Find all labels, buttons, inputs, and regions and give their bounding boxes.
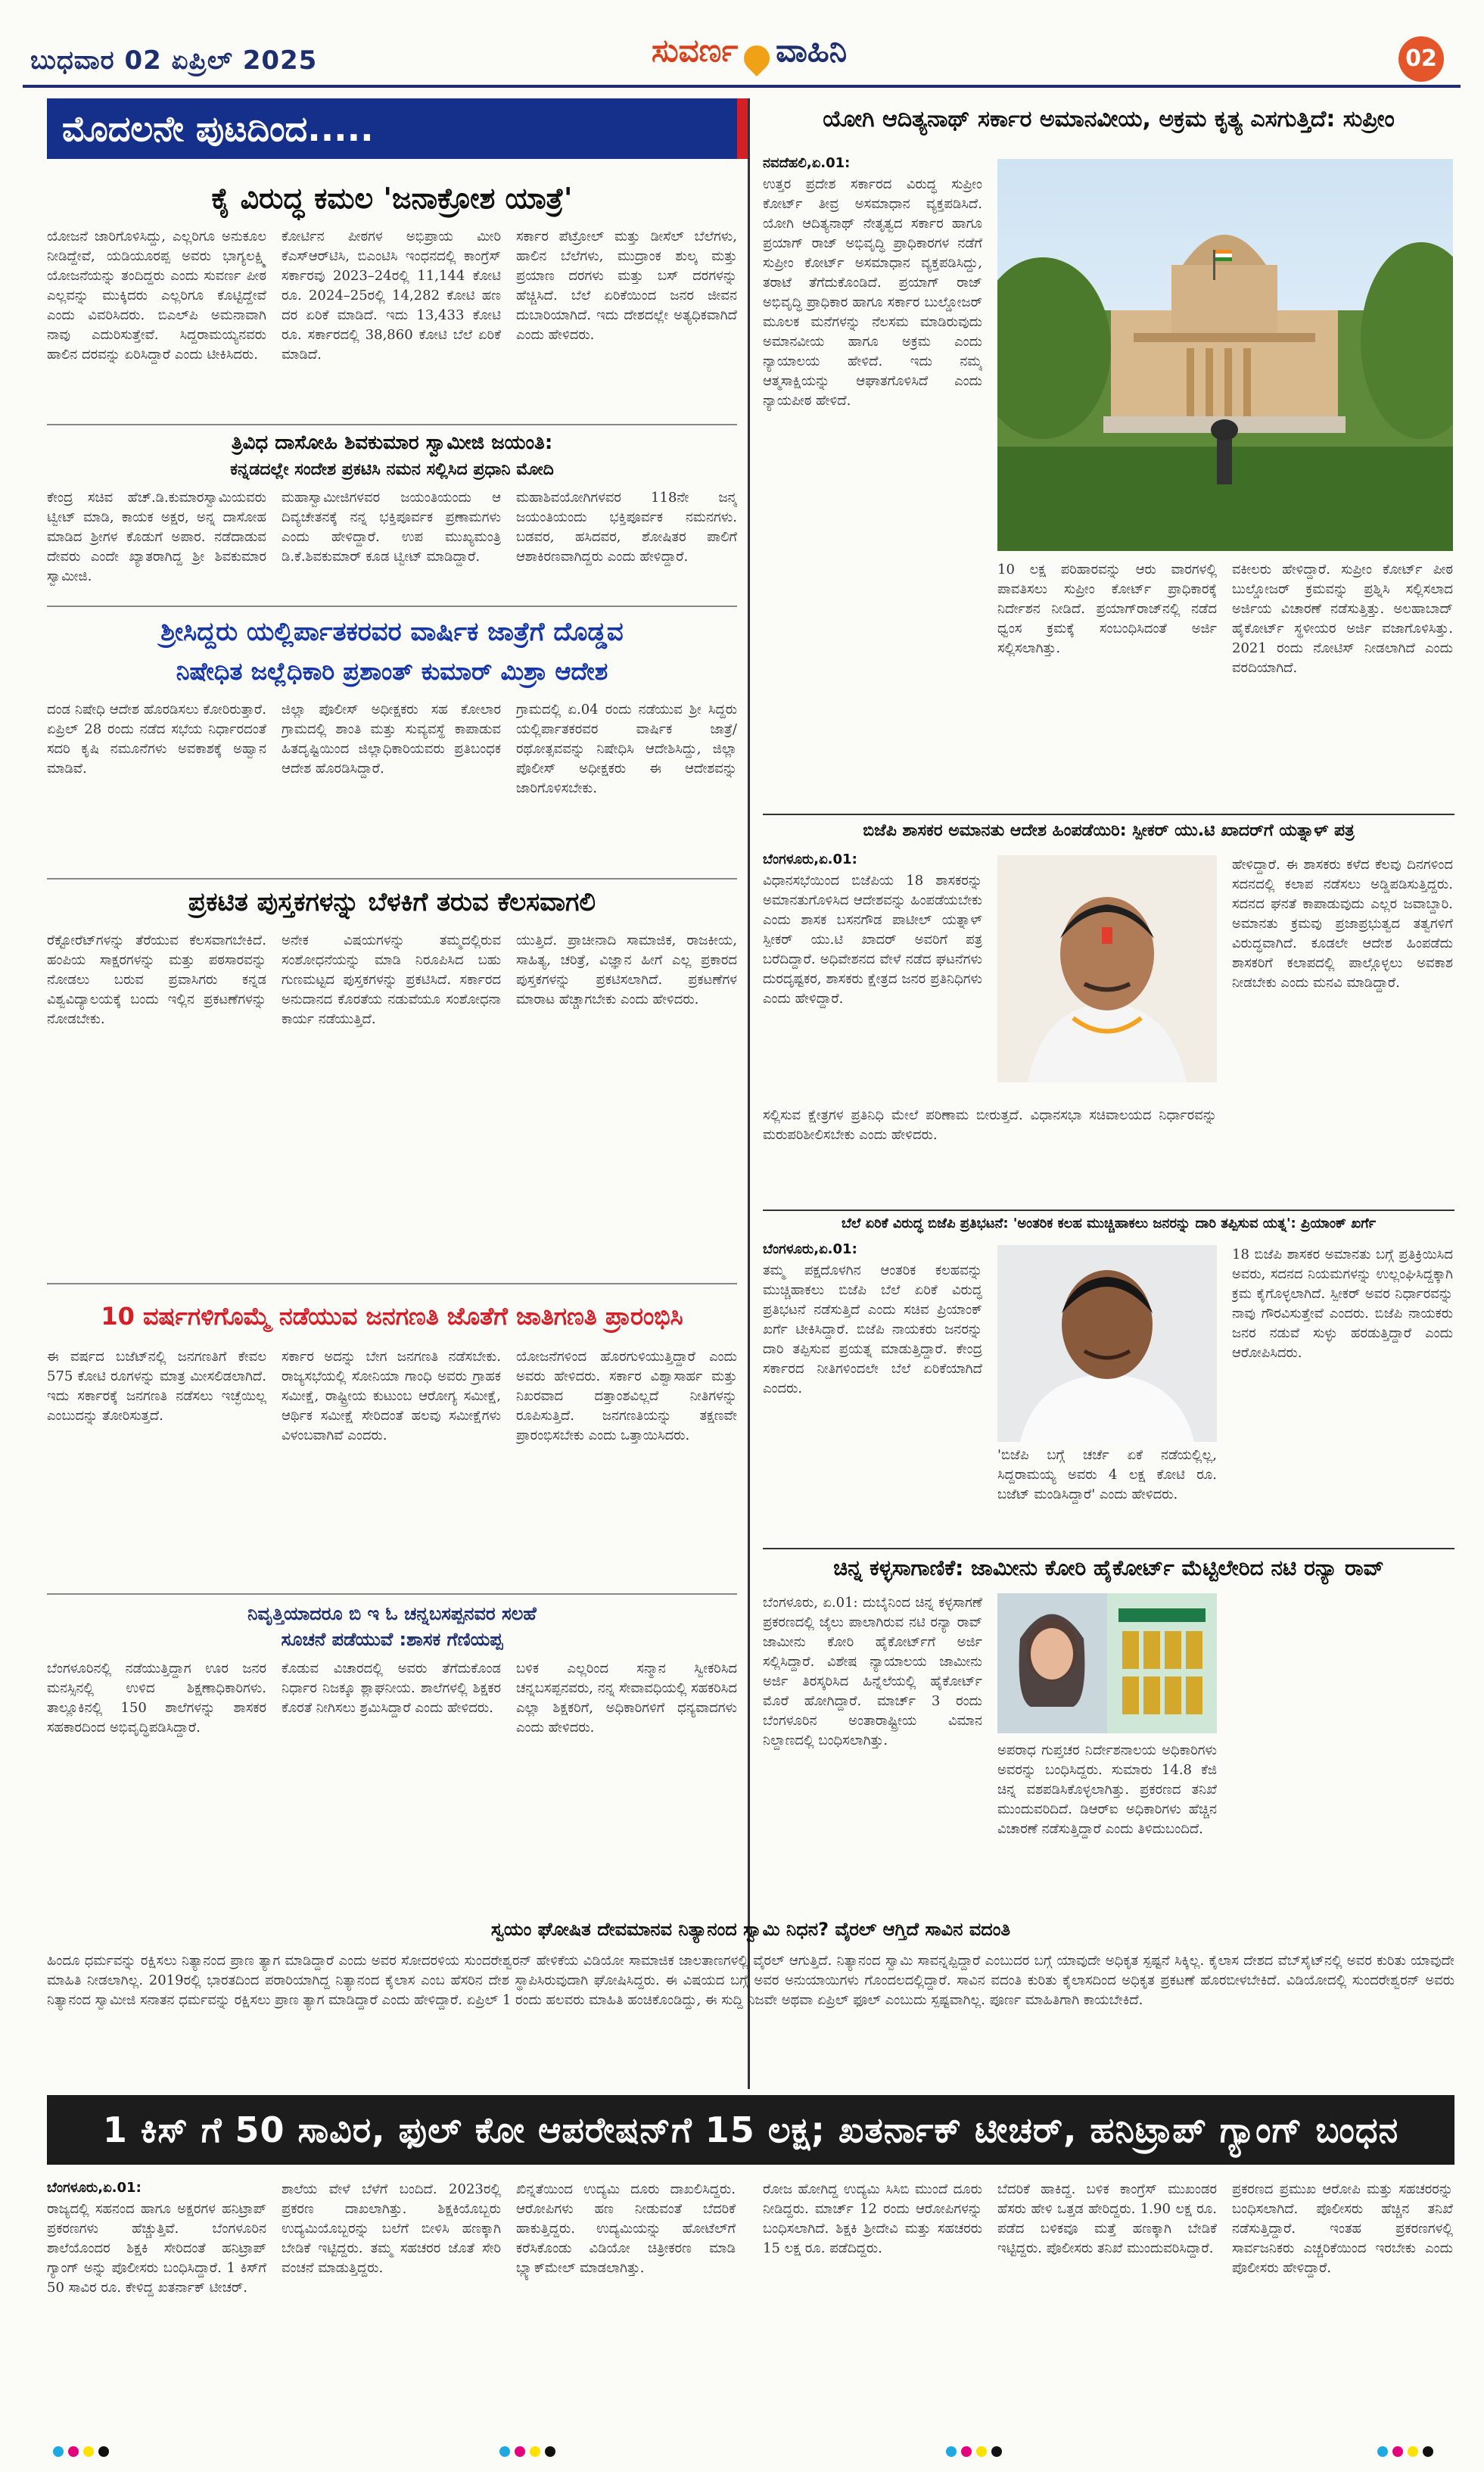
- article-headline-ranya-rao: ಚಿನ್ನ ಕಳ್ಳಸಾಗಾಣಿಕೆ: ಜಾಮೀನು ಕೋರಿ ಹೈಕೋರ್ಟ್ ಮೆಟ್ಟಿಲೇರಿದ ನಟಿ ರನ್ಯಾ ರಾವ್: [833, 1555, 1384, 1580]
- article-divider: [47, 878, 737, 880]
- article-text: ಸರ್ಕಾರ ಅದನ್ನು ಬೇಗ ಜನಗಣತಿ ನಡೆಸಬೇಕು. ರಾಜ್ಯಸಭೆಯಲ್ಲಿ ಸೋನಿಯಾ ಗಾಂಧಿ ಅವರು ಗ್ರಾಹಕ ಸಮೀಕ್ಷೆ, ರಾಷ್ಟ್ರೀಯ ಕುಟುಂಬ ಆರೋಗ್ಯ ಸಮೀಕ್ಷೆ, ಆರ್ಥಿಕ ಸಮೀಕ್ಷೆ ಸೇರಿದಂತೆ ಹಲವು ಸಮೀಕ್ಷೆಗಳು ವಿಳಂಬವಾಗಿವೆ ಎಂದರು.: [282, 1349, 501, 1443]
- yellow-dot-icon: [530, 2446, 540, 2457]
- article-text: ವಿಧಾನಸಭೆಯಿಂದ ಬಿಜೆಪಿಯ 18 ಶಾಸಕರನ್ನು ಅಮಾನತುಗೊಳಿಸಿದ ಆದೇಶವನ್ನು ಹಿಂಪಡೆಯಬೇಕು ಎಂದು ಶಾಸಕ ಬಸನಗೌಡ ಪಾಟೀಲ್ ಯತ್ನಾಳ್ ಸ್ಪೀಕರ್ ಯು.ಟಿ ಖಾದರ್ ಅವರಿಗೆ ಪತ್ರ ಬರೆದಿದ್ದಾರೆ. ಅಧಿವೇಶನದ ವೇಳೆ ನಡೆದ ಘಟನೆಗಳು ದುರದೃಷ್ಟಕರ, ಶಾಸಕರು ಕ್ಷೇತ್ರದ ಜನರ ಪ್ರತಿನಿಧಿಗಳು ಎಂದು ಹೇಳಿದ್ದಾರೆ.: [763, 873, 982, 1007]
- article-headline-beo: ನಿವೃತ್ತಿಯಾದರೂ ಬಿ ಇ ಓ ಚನ್ನಬಸಪ್ಪನವರ ಸಲಹೆ: [247, 1603, 537, 1624]
- issue-date: ಬುಧವಾರ 02 ಏಪ್ರಿಲ್ 2025: [30, 45, 318, 76]
- article-headline-census: 10 ವರ್ಷಗಳಿಗೊಮ್ಮೆ ನಡೆಯುವ ಜನಗಣತಿ ಜೊತೆಗೆ ಜಾತಿಗಣತಿ ಪ್ರಾರಂಭಿಸಿ: [101, 1302, 683, 1331]
- article-text: ಕೇಂದ್ರ ಸಚಿವ ಹೆಚ್.ಡಿ.ಕುಮಾರಸ್ವಾಮಿಯವರು ಟ್ವೀಟ್ ಮಾಡಿ, ಕಾಯಕ ಅಕ್ಷರ, ಅನ್ನ ದಾಸೋಹ ಮಾಡಿದ ಶ್ರೀಗಳ ಕೊಡುಗೆ ಅಪಾರ. ನಡೆದಾಡುವ ದೇವರು ಎಂದೇ ಖ್ಯಾತರಾಗಿದ್ದ ಶ್ರೀ ಶಿವಕುಮಾರ ಸ್ವಾಮೀಜಿ.: [47, 490, 266, 584]
- article-headline-shivakumara: ತ್ರಿವಿಧ ದಾಸೋಹಿ ಶಿವಕುಮಾರ ಸ್ವಾಮೀಜಿ ಜಯಂತಿ:: [231, 431, 553, 454]
- flame-icon: [739, 39, 775, 76]
- cyan-dot-icon: [53, 2446, 64, 2457]
- kharge-photo: [997, 1245, 1217, 1442]
- article-headline-jatre: ಶ್ರೀಸಿದ್ದರು ಯಲ್ಲಿರ್ಪಾತಕರವರ ವಾರ್ಷಿಕ ಜಾತ್ರೆಗೆ ದೊಡ್ಡವ: [160, 617, 624, 647]
- article-text: 18 ಬಿಜೆಪಿ ಶಾಸಕರ ಅಮಾನತು ಬಗ್ಗೆ ಪ್ರತಿಕ್ರಿಯಿಸಿದ ಅವರು, ಸದನದ ನಿಯಮಗಳನ್ನು ಉಲ್ಲಂಘಿಸಿದ್ದಕ್ಕಾಗಿ ಕ್ರಮ ಕೈಗೊಳ್ಳಲಾಗಿದೆ. ಸ್ಪೀಕರ್ ಅವರ ನಿರ್ಧಾರವನ್ನು ನಾವು ಗೌರವಿಸುತ್ತೇವೆ ಎಂದರು. ಬಿಜೆಪಿ ನಾಯಕರು ಜನರ ನಡುವೆ ಸುಳ್ಳು ಹರಡುತ್ತಿದ್ದಾರೆ ಎಂದು ಆರೋಪಿಸಿದರು.: [1232, 1247, 1453, 1361]
- article-text: ಬಳಿಕ ಎಲ್ಲರಿಂದ ಸನ್ಮಾನ ಸ್ವೀಕರಿಸಿದ ಚನ್ನಬಸಪ್ಪನವರು, ನನ್ನ ಸೇವಾವಧಿಯಲ್ಲಿ ಸಹಕರಿಸಿದ ಎಲ್ಲಾ ಶಿಕ್ಷಕರಿಗೆ, ಅಧಿಕಾರಿಗಳಿಗೆ ಧನ್ಯವಾದಗಳು ಎಂದು ಹೇಳಿದರು.: [516, 1661, 737, 1736]
- article-subhead-mla: ಸೂಚನೆ ಪಡೆಯುವೆ :ಶಾಸಕ ಗೆಣಿಯಪ್ಪ: [281, 1629, 503, 1650]
- cyan-dot-icon: [946, 2446, 957, 2457]
- article-headline-priyank-kharge: ಬೆಲೆ ಏರಿಕೆ ವಿರುದ್ಧ ಬಿಜೆಪಿ ಪ್ರತಿಭಟನೆ: 'ಅಂತರಿಕ ಕಲಹ ಮುಚ್ಚಿಹಾಕಲು ಜನರನ್ನು ದಾರಿ ತಪ್ಪಿಸುವ ಯತ್ನ': ಪ್ರಿಯಾಂಕ್ ಖರ್ಗೆ: [841, 1216, 1377, 1231]
- cyan-dot-icon: [499, 2446, 510, 2457]
- article-text: ದಂಡ ನಿಷೇಧಿ ಆದೇಶ ಹೊರಡಿಸಲು ಕೋರಿರುತ್ತಾರೆ. ಏಪ್ರಿಲ್ 28 ರಂದು ನಡೆದ ಸಭೆಯ ನಿರ್ಧಾರದಂತೆ ಸದರಿ ಕೃಷಿ ನಮೂನೆಗಳು ಅವಕಾಶಕ್ಕೆ ಅಹ್ವಾನ ಮಾಡಿವೆ.: [47, 702, 266, 777]
- minister-portrait: [997, 1245, 1217, 1442]
- article-dateline: ಬೆಂಗಳೂರು,ಏ.01:: [763, 1241, 857, 1257]
- article-text: ಹಿಂದೂ ಧರ್ಮವನ್ನು ರಕ್ಷಿಸಲು ನಿತ್ಯಾನಂದ ಪ್ರಾಣ ತ್ಯಾಗ ಮಾಡಿದ್ದಾರೆ ಎಂದು ಅವರ ಸೋದರಳಿಯ ಸುಂದರೇಶ್ವರನ್ ಹೇಳಿಕೆಯ ವಿಡಿಯೋ ಸಾಮಾಜಿಕ ಜಾಲತಾಣಗಳಲ್ಲಿ ವೈರಲ್ ಆಗುತ್ತಿದೆ. ನಿತ್ಯಾನಂದ ಸ್ವಾಮಿ ಸಾವನ್ನಪ್ಪಿದ್ದಾರೆ ಎಂಬುದರ ಬಗ್ಗೆ ಯಾವುದೇ ಅಧಿಕೃತ ಸ್ಪಷ್ಟನೆ ಸಿಕ್ಕಿಲ್ಲ. ಕೈಲಾಸ ದೇಶದ ವೆಬ್‌ಸೈಟ್‌ನಲ್ಲಿ ಅವರ ಕುರಿತು ಯಾವುದೇ ಮಾಹಿತಿ ನೀಡಲಾಗಿಲ್ಲ. 2019ರಲ್ಲಿ ಭಾರತದಿಂದ ಪರಾರಿಯಾಗಿದ್ದ ನಿತ್ಯಾನಂದ ಕೈಲಾಸ ಎಂಬ ಹೆಸರಿನ ದೇಶ ಸ್ಥಾಪಿಸಿರುವುದಾಗಿ ಘೋಷಿಸಿದ್ದರು. ಈ ವಿಷಯದ ಬಗ್ಗೆ ಅವರ ಅನುಯಾಯಿಗಳು ಗೊಂದಲದಲ್ಲಿದ್ದಾರೆ. ಸಾವಿನ ವದಂತಿ ಕುರಿತು ಕೈಲಾಸದಿಂದ ಅಧಿಕೃತ ಪ್ರಕಟಣೆ ಹೊರಬೀಳಬೇಕಿದೆ. ವಿಡಿಯೋದಲ್ಲಿ ಸುಂದರೇಶ್ವರನ್ ಅವರು ನಿತ್ಯಾನಂದ ಸ್ವಾಮೀಜಿ ಸನಾತನ ಧರ್ಮವನ್ನು ರಕ್ಷಿಸಲು ಪ್ರಾಣ ತ್ಯಾಗ ಮಾಡಿದ್ದಾರೆ ಎಂದು ಹೇಳಿದ್ದಾರೆ. ಏಪ್ರಿಲ್ 1 ರಂದು ಹಲವರು ಮಾಹಿತಿ ಹಂಚಿಕೊಂಡಿದ್ದು, ಈ ಸುದ್ದಿ ನಿಜವೇ ಅಥವಾ ಏಪ್ರಿಲ್ ಫೂಲ್ ಎಂಬುದು ಸ್ಪಷ್ಟವಾಗಿಲ್ಲ. ಪೂರ್ಣ ಮಾಹಿತಿಗಾಗಿ ಕಾಯಬೇಕಿದೆ.: [47, 1953, 1454, 2008]
- column-divider: [748, 98, 750, 2089]
- article-text: ಅನೇಕ ವಿಷಯಗಳನ್ನು ತಮ್ಮದಲ್ಲಿರುವ ಸಂಶೋಧನೆಯನ್ನು ಮಾಡಿ ನಿರೂಪಿಸಿದ ಬಹು ಗುಣಮಟ್ಟದ ಪುಸ್ತಕಗಳನ್ನು ಪ್ರಕಟಿಸಿದೆ. ಸರ್ಕಾರದ ಅನುದಾನದ ಕೊರತೆಯ ನಡುವೆಯೂ ಸಂಶೋಧನಾ ಕಾರ್ಯ ನಡೆಯುತ್ತಿದೆ.: [282, 932, 501, 1027]
- article-divider: [763, 1548, 1454, 1549]
- article-text-c3: [1232, 1593, 1453, 1911]
- section-band-title: ಮೊದಲನೇ ಪುಟದಿಂದ.....: [62, 108, 374, 149]
- article-divider: [763, 814, 1454, 815]
- article-headline-books: ಪ್ರಕಟಿತ ಪುಸ್ತಕಗಳನ್ನು ಬೆಳಕಿಗೆ ತರುವ ಕೆಲಸವಾಗಲಿ: [188, 887, 596, 917]
- article-text: ಖಿನ್ನತೆಯಿಂದ ಉದ್ಯಮಿ ದೂರು ದಾಖಲಿಸಿದ್ದರು. ಆರೋಪಿಗಳು ಹಣ ನೀಡುವಂತೆ ಬೆದರಿಕೆ ಹಾಕುತ್ತಿದ್ದರು. ಉದ್ಯಮಿಯನ್ನು ಹೋಟೆಲ್‌ಗೆ ಕರೆಸಿಕೊಂಡು ವಿಡಿಯೋ ಚಿತ್ರೀಕರಣ ಮಾಡಿ ಬ್ಲ್ಯಾಕ್‌ಮೇಲ್ ಮಾಡಲಾಗಿತ್ತು.: [516, 2181, 736, 2276]
- article-headline-janakrosha: ಕೈ ವಿರುದ್ಧ ಕಮಲ 'ಜನಾಕ್ರೋಶ ಯಾತ್ರೆ': [211, 182, 573, 215]
- article-text: ಶಾಲೆಯ ವೇಳೆ ಬೆಳೆಗೆ ಬಂದಿದೆ. 2023ರಲ್ಲಿ ಪ್ರಕರಣ ದಾಖಲಾಗಿತ್ತು. ಶಿಕ್ಷಕಿಯೊಬ್ಬರು ಉದ್ಯಮಿಯೊಬ್ಬರನ್ನು ಬಲೆಗೆ ಬೀಳಿಸಿ ಹಣಕ್ಕಾಗಿ ಬೇಡಿಕೆ ಇಟ್ಟಿದ್ದರು. ತಮ್ಮ ಸಹಚರರ ಜೊತೆ ಸೇರಿ ವಂಚನೆ ಮಾಡುತ್ತಿದ್ದರು.: [282, 2181, 501, 2276]
- magenta-dot-icon: [961, 2446, 972, 2457]
- yellow-dot-icon: [976, 2446, 987, 2457]
- article-divider: [47, 1283, 737, 1284]
- article-text: ವಕೀಲರು ಹೇಳಿದ್ದಾರೆ. ಸುಪ್ರೀಂ ಕೋರ್ಟ್ ಪೀಠ ಬುಲ್ಡೋಜರ್ ಕ್ರಮವನ್ನು ಪ್ರಶ್ನಿಸಿ ಸಲ್ಲಿಸಲಾದ ಅರ್ಜಿಯ ವಿಚಾರಣೆ ನಡೆಸುತ್ತಿತ್ತು. ಅಲಹಾಬಾದ್ ಹೈಕೋರ್ಟ್ ಸ್ಥಳೀಯರ ಅರ್ಜಿ ವಜಾಗೊಳಿಸಿತ್ತು. 2021 ರಂದು ನೋಟಿಸ್ ನೀಡಲಾಗಿದೆ ಎಂದು ವರದಿಯಾಗಿದೆ.: [1232, 562, 1453, 676]
- cyan-dot-icon: [1377, 2446, 1388, 2457]
- banner-title: 1 ಕಿಸ್ ಗೆ 50 ಸಾವಿರ, ಫುಲ್ ಕೋ ಆಪರೇಷನ್‌ಗೆ 15 ಲಕ್ಷ; ಖತರ್ನಾಕ್ ಟೀಚರ್, ಹನಿಟ್ರಾಪ್ ಗ್ಯಾಂಗ್ ಬಂಧನ: [102, 2109, 1399, 2150]
- article-text: ಯುತ್ತಿದೆ. ಪ್ರಾಚೀನಾದಿ ಸಾಮಾಜಿಕ, ರಾಜಕೀಯ, ಸಾಹಿತ್ಯ, ಚರಿತ್ರೆ, ವಿಜ್ಞಾನ ಹೀಗೆ ಎಲ್ಲ ಪ್ರಕಾರದ ಪುಸ್ತಕಗಳನ್ನು ಪ್ರಕಟಿಸಲಾಗಿದೆ. ಪ್ರಕಟಣೆಗಳ ಮಾರಾಟ ಹೆಚ್ಚಾಗಬೇಕು ಎಂದು ಹೇಳಿದರು.: [516, 932, 737, 1007]
- article-headline-supreme-court: ಯೋಗಿ ಆದಿತ್ಯನಾಥ್ ಸರ್ಕಾರ ಅಮಾನವೀಯ, ಅಕ್ರಮ ಕೃತ್ಯ ಎಸಗುತ್ತಿದೆ: ಸುಪ್ರೀಂ: [823, 106, 1395, 132]
- yellow-dot-icon: [1408, 2446, 1418, 2457]
- supreme-court-photo: [997, 159, 1453, 551]
- article-headline-nithyananda: ಸ್ವಯಂ ಘೋಷಿತ ದೇವಮಾನವ ನಿತ್ಯಾನಂದ ಸ್ವಾಮಿ ನಿಧನ? ವೈರಲ್ ಆಗ್ತಿದೆ ಸಾವಿನ ವದಂತಿ: [490, 1919, 1011, 1940]
- black-dot-icon: [1423, 2446, 1433, 2457]
- page-number-badge: 02: [1398, 36, 1444, 82]
- article-text: ಗ್ರಾಮದಲ್ಲಿ ಏ.04 ರಂದು ನಡೆಯುವ ಶ್ರೀ ಸಿದ್ದರು ಯಲ್ಲಿರ್ಪಾತಕರವರ ವಾರ್ಷಿಕ ಜಾತ್ರೆ/ ರಥೋತ್ಸವವನ್ನು ನಿಷೇಧಿಸಿ ಆದೇಶಿಸಿದ್ದು, ಜಿಲ್ಲಾ ಪೊಲೀಸ್ ಅಧೀಕ್ಷಕರು ಈ ಆದೇಶವನ್ನು ಜಾರಿಗೊಳಿಸಬೇಕು.: [516, 702, 737, 796]
- article-text: ಯೋಜನೆಗಳಿಂದ ಹೊರಗುಳಿಯುತ್ತಿದ್ದಾರೆ ಎಂದು ಅವರು ಹೇಳಿದರು. ಸರ್ಕಾರ ವಿಶ್ವಾಸಾರ್ಹ ಮತ್ತು ನಿಖರವಾದ ದತ್ತಾಂಶವಿಲ್ಲದೆ ನೀತಿಗಳನ್ನು ರೂಪಿಸುತ್ತಿದೆ. ಜನಗಣತಿಯನ್ನು ತಕ್ಷಣವೇ ಪ್ರಾರಂಭಿಸಬೇಕು ಎಂದು ಒತ್ತಾಯಿಸಿದರು.: [516, 1349, 737, 1443]
- yellow-dot-icon: [83, 2446, 94, 2457]
- article-subhead-order: ನಿಷೇಧಿತ ಜಲ್ಲೆಧಿಕಾರಿ ಪ್ರಶಾಂತ್ ಕುಮಾರ್ ಮಿಶ್ರಾ ಆದೇಶ: [176, 657, 608, 686]
- article-divider: [763, 1210, 1454, 1211]
- article-text: ರೆಕ್ಟೋರೆಟ್‌ಗಳನ್ನು ತೆರೆಯುವ ಕೆಲಸವಾಗಬೇಕಿದೆ. ಹಂಪಿಯ ಸಾಕ್ಷರಗಳನ್ನು ಮತ್ತು ಪಠಸಾರವನ್ನು ನೋಡಲು ಬರುವ ಪ್ರವಾಸಿಗರು ಕನ್ನಡ ವಿಶ್ವವಿದ್ಯಾಲಯಕ್ಕೆ ಬಂದು ಇಲ್ಲಿನ ಪ್ರಕಟಣೆಗಳನ್ನು ನೋಡಬೇಕು.: [47, 932, 266, 1027]
- article-text: ಕೊಡುವ ವಿಚಾರದಲ್ಲಿ ಅವರು ತೆಗೆದುಕೊಂಡ ನಿರ್ಧಾರ ನಿಜಕ್ಕೂ ಶ್ಲಾಘನೀಯ. ಶಾಲೆಗಳಲ್ಲಿ ಶಿಕ್ಷಕರ ಕೊರತೆ ನೀಗಿಸಲು ಶ್ರಮಿಸಿದ್ದಾರೆ ಎಂದು ಹೇಳಿದರು.: [282, 1661, 501, 1716]
- article-dateline: ಬೆಂಗಳೂರು,ಏ.01:: [47, 2180, 142, 2196]
- supreme-court-illustration: [997, 159, 1453, 551]
- magenta-dot-icon: [68, 2446, 79, 2457]
- article-text: ತಮ್ಮ ಪಕ್ಷದೊಳಗಿನ ಆಂತರಿಕ ಕಲಹವನ್ನು ಮುಚ್ಚಿಹಾಕಲು ಬಿಜೆಪಿ ಬೆಲೆ ಏರಿಕೆ ವಿರುದ್ಧ ಪ್ರತಿಭಟನೆ ನಡೆಸುತ್ತಿದೆ ಎಂದು ಸಚಿವ ಪ್ರಿಯಾಂಕ್ ಖರ್ಗೆ ಟೀಕಿಸಿದ್ದಾರೆ. ಬಿಜೆಪಿ ನಾಯಕರು ಜನರನ್ನು ದಾರಿ ತಪ್ಪಿಸುವ ಪ್ರಯತ್ನ ಮಾಡುತ್ತಿದ್ದಾರೆ. ಕೇಂದ್ರ ಸರ್ಕಾರದ ನೀತಿಗಳಿಂದಲೇ ಬೆಲೆ ಏರಿಕೆಯಾಗಿದೆ ಎಂದರು.: [763, 1262, 982, 1396]
- newspaper-logo: [605, 32, 893, 79]
- article-text: ಉತ್ತರ ಪ್ರದೇಶ ಸರ್ಕಾರದ ವಿರುದ್ಧ ಸುಪ್ರೀಂ ಕೋರ್ಟ್ ತೀವ್ರ ಅಸಮಾಧಾನ ವ್ಯಕ್ತಪಡಿಸಿದೆ. ಯೋಗಿ ಆದಿತ್ಯನಾಥ್ ನೇತೃತ್ವದ ಸರ್ಕಾರ ಹಾಗೂ ಪ್ರಯಾಗ್ ರಾಜ್ ಅಭಿವೃದ್ಧಿ ಪ್ರಾಧಿಕಾರಗಳ ನಡೆಗೆ ಸುಪ್ರೀಂ ಕೋರ್ಟ್ ಅಸಮಾಧಾನ ವ್ಯಕ್ತಪಡಿಸಿದ್ದು, ತರಾಟೆ ತೆಗೆದುಕೊಂಡಿದೆ. ಪ್ರಯಾಗ್ ರಾಜ್ ಅಭಿವೃದ್ಧಿ ಪ್ರಾಧಿಕಾರ ಹಾಗೂ ಸರ್ಕಾರ ಬುಲ್ಡೋಜರ್ ಮೂಲಕ ಮನೆಗಳನ್ನು ನೆಲಸಮ ಮಾಡಿರುವುದು ಅಮಾನವೀಯ ಹಾಗೂ ಅಕ್ರಮ ಎಂದು ನ್ಯಾಯಾಲಯ ಹೇಳಿದೆ. ಇದು ನಮ್ಮ ಆತ್ಮಸಾಕ್ಷಿಯನ್ನು ಆಘಾತಗೊಳಿಸಿದೆ ಎಂದು ನ್ಯಾಯಪೀಠ ಹೇಳಿದೆ.: [763, 176, 982, 409]
- article-text: ಬೆಂಗಳೂರು, ಏ.01: ದುಬೈನಿಂದ ಚಿನ್ನ ಕಳ್ಳಸಾಗಣೆ ಪ್ರಕರಣದಲ್ಲಿ ಜೈಲು ಪಾಲಾಗಿರುವ ನಟಿ ರನ್ಯಾ ರಾವ್ ಜಾಮೀನು ಕೋರಿ ಹೈಕೋರ್ಟ್‌ಗೆ ಅರ್ಜಿ ಸಲ್ಲಿಸಿದ್ದಾರೆ. ವಿಶೇಷ ನ್ಯಾಯಾಲಯ ಜಾಮೀನು ಅರ್ಜಿ ತಿರಸ್ಕರಿಸಿದ ಹಿನ್ನೆಲೆಯಲ್ಲಿ ಹೈಕೋರ್ಟ್ ಮೊರೆ ಹೋಗಿದ್ದಾರೆ. ಮಾರ್ಚ್ 3 ರಂದು ಬೆಂಗಳೂರಿನ ಅಂತಾರಾಷ್ಟ್ರೀಯ ವಿಮಾನ ನಿಲ್ದಾಣದಲ್ಲಿ ಬಂಧಿಸಲಾಗಿತ್ತು.: [763, 1595, 982, 1748]
- article-text: ಯೋಜನೆ ಜಾರಿಗೊಳಿಸಿದ್ದು, ಎಲ್ಲರಿಗೂ ಅನುಕೂಲ ನೀಡಿದ್ದೇವೆ, ಯಡಿಯೂರಪ್ಪ ಅವರು ಭಾಗ್ಯಲಕ್ಷ್ಮಿ ಯೋಜನೆಯನ್ನು ತಂದಿದ್ದರು ಎಂದು ಸುವರ್ಣ ಪೀಠ ಎಲ್ಲವನ್ನು ಮುಕ್ಕಿದರು ಎಲ್ಲರಿಗೂ ಕೊಟ್ಟಿದ್ದೇವೆ ಎಂದು ವಿವರಿಸಿದರು. ಬಿಎಲ್‌ಪಿ ಅಮನಾವಾಗಿ ನಾವು ಎದುರಿಸುತ್ತೇವೆ. ಸಿದ್ದರಾಮಯ್ಯನವರು ಹಾಲಿನ ದರವನ್ನು ಏರಿಸಿದ್ದಾರೆ ಎಂದು ಟೀಕಿಸಿದರು.: [47, 229, 266, 363]
- article-text: ಸಲ್ಲಿಸುವ ಕ್ಷೇತ್ರಗಳ ಪ್ರತಿನಿಧಿ ಮೇಲೆ ಪರಿಣಾಮ ಬೀರುತ್ತದೆ. ವಿಧಾನಸಭಾ ಸಚಿವಾಲಯದ ನಿರ್ಧಾರವನ್ನು ಮರುಪರಿಶೀಲಿಸಬೇಕು ಎಂದು ಹೇಳಿದರು.: [763, 1107, 1217, 1143]
- article-text: ಮಹಾಶಿವಯೋಗಿಗಳವರ 118ನೇ ಜನ್ಮ ಜಯಂತಿಯಂದು ಭಕ್ತಿಪೂರ್ವಕ ನಮನಗಳು. ಬಡವರ, ಹಸಿದವರ, ಶೋಷಿತರ ಪಾಲಿಗೆ ಆಶಾಕಿರಣವಾಗಿದ್ದರು ಎಂದು ಹೇಳಿದ್ದಾರೆ.: [516, 490, 737, 565]
- article-text: ಈ ವರ್ಷದ ಬಜೆಟ್‌ನಲ್ಲಿ ಜನಗಣತಿಗೆ ಕೇವಲ 575 ಕೋಟಿ ರೂಗಳನ್ನು ಮಾತ್ರ ಮೀಸಲಿಡಲಾಗಿದೆ. ಇದು ಸರ್ಕಾರಕ್ಕೆ ಜನಗಣತಿ ನಡೆಸಲು ಇಚ್ಛೆಯಿಲ್ಲ ಎಂಬುದನ್ನು ತೋರಿಸುತ್ತದೆ.: [47, 1349, 266, 1424]
- magenta-dot-icon: [515, 2446, 525, 2457]
- politician-portrait: [997, 855, 1217, 1082]
- article-text: ಅಪರಾಧ ಗುಪ್ತಚರ ನಿರ್ದೇಶನಾಲಯ ಅಧಿಕಾರಿಗಳು ಅವರನ್ನು ಬಂಧಿಸಿದ್ದರು. ಸುಮಾರು 14.8 ಕೆಜಿ ಚಿನ್ನ ವಶಪಡಿಸಿಕೊಳ್ಳಲಾಗಿತ್ತು. ಪ್ರಕರಣದ ತನಿಖೆ ಮುಂದುವರಿದಿದೆ. ಡಿಆರ್‌ಐ ಅಧಿಕಾರಿಗಳು ಹೆಚ್ಚಿನ ವಿಚಾರಣೆ ನಡೆಸುತ್ತಿದ್ದಾರೆ ಎಂದು ತಿಳಿದುಬಂದಿದೆ.: [997, 1742, 1217, 1837]
- article-text: ಬೆದರಿಕೆ ಹಾಕಿದ್ದ. ಬಳಿಕ ಕಾಂಗ್ರೆಸ್ ಮುಖಂಡರ ಹೆಸರು ಹೇಳಿ ಒತ್ತಡ ಹೇರಿದ್ದರು. 1.90 ಲಕ್ಷ ರೂ. ಪಡೆದ ಬಳಿಕವೂ ಮತ್ತೆ ಹಣಕ್ಕಾಗಿ ಬೇಡಿಕೆ ಇಟ್ಟಿದ್ದರು. ಪೊಲೀಸರು ತನಿಖೆ ಮುಂದುವರಿಸಿದ್ದಾರೆ.: [997, 2181, 1217, 2256]
- article-text: ಜಿಲ್ಲಾ ಪೊಲೀಸ್ ಅಧೀಕ್ಷಕರು ಸಹ ಕೋಲಾರ ಗ್ರಾಮದಲ್ಲಿ ಶಾಂತಿ ಮತ್ತು ಸುವ್ಯವಸ್ಥೆ ಕಾಪಾಡುವ ಹಿತದೃಷ್ಟಿಯಿಂದ ಜಿಲ್ಲಾಧಿಕಾರಿಯವರು ಪ್ರತಿಬಂಧಕ ಆದೇಶ ಹೊರಡಿಸಿದ್ದಾರೆ.: [282, 702, 501, 777]
- section-band: [47, 98, 748, 159]
- article-divider: [47, 424, 737, 425]
- article-divider: [47, 606, 737, 607]
- brand-name-part-1: ಸುವರ್ಣ: [651, 32, 739, 69]
- article-text: ರಾಜ್ಯದಲ್ಲಿ ಸಹನಂದ ಹಾಗೂ ಅಕ್ಷರಗಳ ಹನಿಟ್ರಾಪ್ ಪ್ರಕರಣಗಳು ಹೆಚ್ಚುತ್ತಿವೆ. ಬೆಂಗಳೂರಿನ ಶಾಲೆಯೊಂದರ ಶಿಕ್ಷಕಿ ಸೇರಿದಂತೆ ಹನಿಟ್ರಾಪ್ ಗ್ಯಾಂಗ್ ಅನ್ನು ಪೊಲೀಸರು ಬಂಧಿಸಿದ್ದಾರೆ. 1 ಕಿಸ್‌ಗೆ 50 ಸಾವಿರ ರೂ. ಕೇಳಿದ್ದ ಖತರ್ನಾಕ್ ಟೀಚರ್.: [47, 2201, 266, 2296]
- article-text: ಬೆಂಗಳೂರಿನಲ್ಲಿ ನಡೆಯುತ್ತಿದ್ದಾಗ ಊರ ಜನರ ಮನಸ್ಸಿನಲ್ಲಿ ಉಳಿದ ಶಿಕ್ಷಣಾಧಿಕಾರಿಗಳು. ತಾಲ್ಲೂಕಿನಲ್ಲಿ 150 ಶಾಲೆಗಳನ್ನು ಶಾಸಕರ ಸಹಕಾರದಿಂದ ಅಭಿವೃದ್ಧಿಪಡಿಸಿದ್ದಾರೆ.: [47, 1661, 266, 1736]
- article-divider: [47, 1593, 737, 1595]
- article-text: ಹೇಳಿದ್ದಾರೆ. ಈ ಶಾಸಕರು ಕಳೆದ ಕೆಲವು ದಿನಗಳಿಂದ ಸದನದಲ್ಲಿ ಕಲಾಪ ನಡೆಸಲು ಅಡ್ಡಿಪಡಿಸುತ್ತಿದ್ದರು. ಸದನದ ಘನತೆ ಕಾಪಾಡುವುದು ಎಲ್ಲರ ಜವಾಬ್ದಾರಿ. ಅಮಾನತು ಕ್ರಮವು ಪ್ರಜಾಪ್ರಭುತ್ವದ ತತ್ವಗಳಿಗೆ ವಿರುದ್ಧವಾಗಿದೆ. ಕೂಡಲೇ ಆದೇಶ ಹಿಂಪಡೆದು ಶಾಸಕರಿಗೆ ಕಲಾಪದಲ್ಲಿ ಪಾಲ್ಗೊಳ್ಳಲು ಅವಕಾಶ ನೀಡಬೇಕು ಎಂದು ಮನವಿ ಮಾಡಿದ್ದಾರೆ.: [1232, 857, 1453, 991]
- brand-name-part-2: ವಾಹಿನಿ: [776, 32, 848, 69]
- black-dot-icon: [98, 2446, 109, 2457]
- masthead-rule: [23, 85, 1461, 88]
- magenta-dot-icon: [1392, 2446, 1403, 2457]
- article-dateline: ಬೆಂಗಳೂರು,ಏ.01:: [763, 852, 857, 867]
- photo-caption: 'ಬಿಜೆಪಿ ಬಗ್ಗೆ ಚರ್ಚೆ ಏಕೆ ನಡೆಯಲ್ಲಿಲ್ಲ, ಸಿದ್ದರಾಮಯ್ಯ ಅವರು 4 ಲಕ್ಷ ಕೋಟಿ ರೂ. ಬಜೆಟ್ ಮಂಡಿಸಿದ್ದಾರೆ' ಎಂದು ಹೇಳಿದರು.: [997, 1447, 1217, 1502]
- article-text: ಪ್ರಕರಣದ ಪ್ರಮುಖ ಆರೋಪಿ ಮತ್ತು ಸಹಚರರನ್ನು ಬಂಧಿಸಲಾಗಿದೆ. ಪೊಲೀಸರು ಹೆಚ್ಚಿನ ತನಿಖೆ ನಡೆಸುತ್ತಿದ್ದಾರೆ. ಇಂತಹ ಪ್ರಕರಣಗಳಲ್ಲಿ ಸಾರ್ವಜನಿಕರು ಎಚ್ಚರಿಕೆಯಿಂದ ಇರಬೇಕು ಎಂದು ಪೊಲೀಸರು ಹೇಳಿದ್ದಾರೆ.: [1232, 2181, 1453, 2276]
- article-text: ರೋಜ ಹೋಗಿದ್ದ ಉದ್ಯಮಿ ಸಿಸಿಬಿ ಮುಂದೆ ದೂರು ನೀಡಿದ್ದರು. ಮಾರ್ಚ್ 12 ರಂದು ಆರೋಪಿಗಳನ್ನು ಬಂಧಿಸಲಾಗಿದೆ. ಶಿಕ್ಷಕಿ ಶ್ರೀದೇವಿ ಮತ್ತು ಸಹಚರರು 15 ಲಕ್ಷ ರೂ. ಪಡೆದಿದ್ದರು.: [763, 2181, 982, 2256]
- photo-caption: 10 ಲಕ್ಷ ಪರಿಹಾರವನ್ನು ಆರು ವಾರಗಳಲ್ಲಿ ಪಾವತಿಸಲು ಸುಪ್ರೀಂ ಕೋರ್ಟ್ ಪ್ರಾಧಿಕಾರಕ್ಕೆ ನಿರ್ದೇಶನ ನೀಡಿದೆ. ಪ್ರಯಾಗ್‌ರಾಜ್‌ನಲ್ಲಿ ನಡೆದ ಧ್ವಂಸ ಕ್ರಮಕ್ಕೆ ಸಂಬಂಧಿಸಿದಂತೆ ಅರ್ಜಿ ಸಲ್ಲಿಸಲಾಗಿತ್ತು.: [997, 562, 1217, 656]
- article-text: ಸರ್ಕಾರ ಪೆಟ್ರೋಲ್ ಮತ್ತು ಡೀಸೆಲ್ ಬೆಲೆಗಳು, ಹಾಲಿನ ಬೆಲೆಗಳು, ಮುದ್ರಾಂಕ ಶುಲ್ಕ ಮತ್ತು ಪ್ರಯಾಣ ದರಗಳು ಮತ್ತು ಬಸ್ ದರಗಳನ್ನು ಹೆಚ್ಚಿಸಿದೆ. ಬೆಲೆ ಏರಿಕೆಯಿಂದ ಜನರ ಜೀವನ ದುಬಾರಿಯಾಗಿದೆ. ಇದು ದೇಶದಲ್ಲೇ ಅತ್ಯಧಿಕವಾಗಿದೆ ಎಂದು ಹೇಳಿದರು.: [516, 229, 737, 343]
- gold-seizure-collage: [997, 1593, 1217, 1733]
- headline-banner: [47, 2095, 1454, 2165]
- ranya-rao-photo: [997, 1593, 1217, 1733]
- yatnal-photo: [997, 855, 1217, 1082]
- article-text: ಮಹಾಸ್ವಾಮೀಜಿಗಳವರ ಜಯಂತಿಯಂದು ಆ ದಿವ್ಯಚೇತನಕ್ಕೆ ನನ್ನ ಭಕ್ತಿಪೂರ್ವಕ ಪ್ರಣಾಮಗಳು ಎಂದು ಹೇಳಿದ್ದಾರೆ. ಉಪ ಮುಖ್ಯಮಂತ್ರಿ ಡಿ.ಕೆ.ಶಿವಕುಮಾರ್ ಕೂಡ ಟ್ವೀಟ್ ಮಾಡಿದ್ದಾರೆ.: [282, 490, 501, 565]
- article-headline-yatnal-letter: ಬಿಜೆಪಿ ಶಾಸಕರ ಅಮಾನತು ಆದೇಶ ಹಿಂಪಡೆಯಿರಿ: ಸ್ಪೀಕರ್ ಯು.ಟಿ ಖಾದರ್‌ಗೆ ಯತ್ನಾಳ್ ಪತ್ರ: [863, 821, 1355, 840]
- black-dot-icon: [545, 2446, 555, 2457]
- article-subhead: ಕನ್ನಡದಲ್ಲೇ ಸಂದೇಶ ಪ್ರಕಟಿಸಿ ನಮನ ಸಲ್ಲಿಸಿದ ಪ್ರಧಾನಿ ಮೋದಿ: [230, 460, 554, 479]
- black-dot-icon: [991, 2446, 1002, 2457]
- article-dateline: ನವದೆಹಲಿ,ಏ.01:: [763, 155, 851, 171]
- article-text: ಕೋರ್ಟಿನ ಪೀಠಗಳ ಅಭಿಪ್ರಾಯ ಮೀರಿ ಕೆಎಸ್‌ಆರ್‌ಟಿಸಿ, ಬಿಎಂಟಿಸಿ ಇಂಧನದಲ್ಲಿ ಕಾಂಗ್ರೆಸ್ ಸರ್ಕಾರವು 2023–24ರಲ್ಲಿ 11,144 ಕೋಟಿ ರೂ. 2024–25ರಲ್ಲಿ 14,282 ಕೋಟಿ ಹಣ ದರ ಏರಿಕೆ ಮಾಡಿದೆ. ಇದು 13,433 ಕೋಟಿ ರೂ. ಸರ್ಕಾರದಲ್ಲಿ 38,860 ಕೋಟಿ ಬೆಲೆ ಏರಿಕೆ ಮಾಡಿದೆ.: [282, 229, 501, 363]
